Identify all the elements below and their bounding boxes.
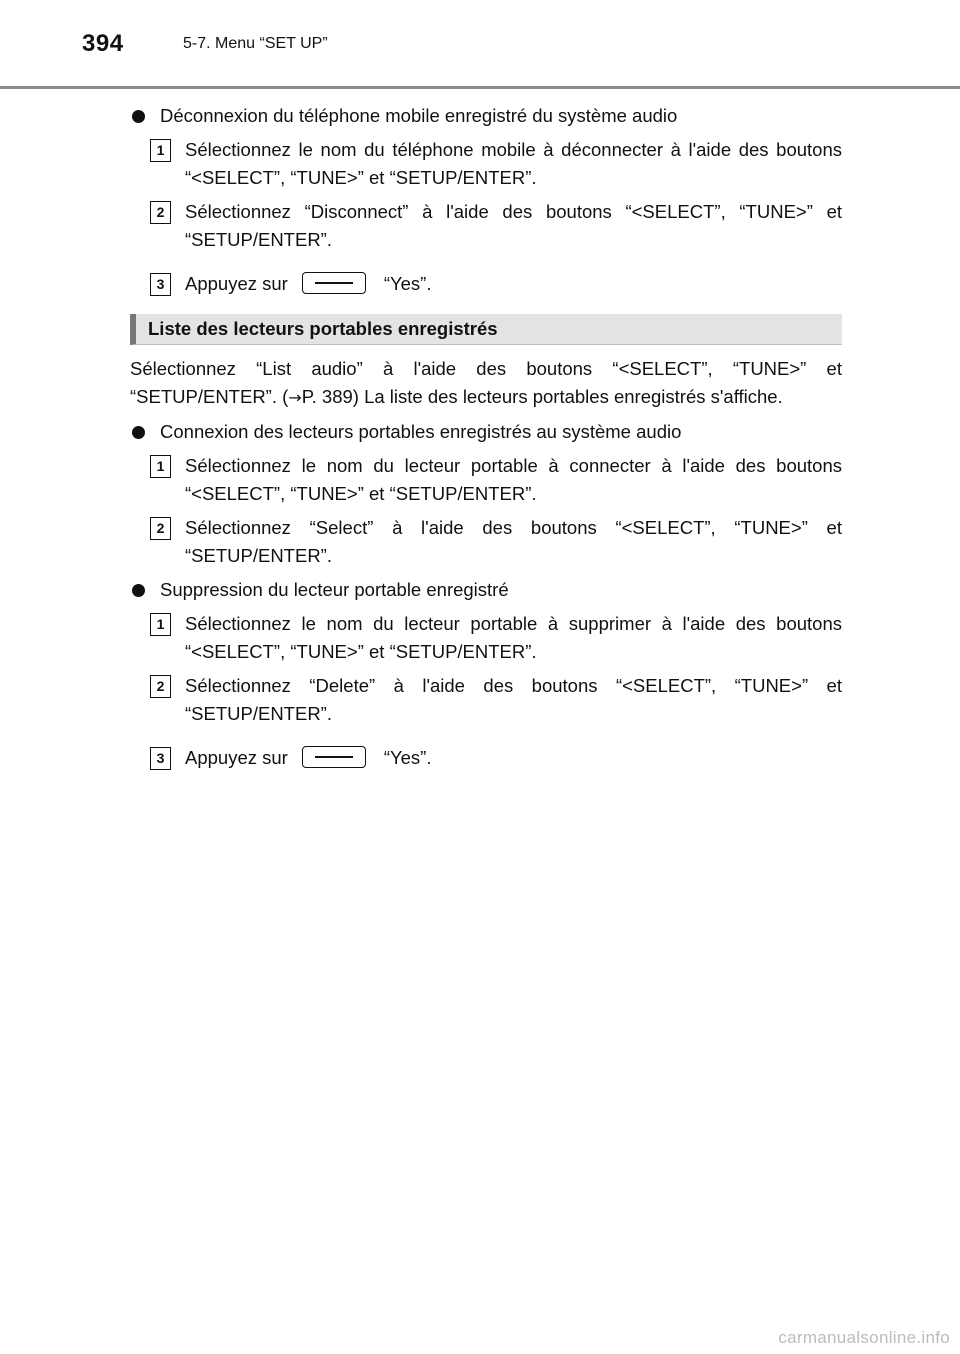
- step-text: Sélectionnez le nom du lecteur portable à supprimer à l'aide des boutons “<SELECT”, “TUNE>” et “SETUP/ENTER”.: [185, 613, 842, 662]
- section-title: 5-7. Menu “SET UP”: [183, 35, 328, 52]
- page-number: 394: [82, 30, 124, 57]
- step-text: Sélectionnez “Select” à l'aide des boutons “<SELECT”, “TUNE>” et “SETUP/ENTER”.: [185, 517, 842, 566]
- bullet-dot-icon: [132, 110, 145, 123]
- header-rule: [0, 86, 960, 89]
- step-number-badge: 2: [150, 517, 171, 540]
- bullet-dot-icon: [132, 584, 145, 597]
- intro-text-after: P. 389) La liste des lecteurs portables enregistrés s'affiche.: [301, 386, 783, 407]
- bullet-text: Connexion des lecteurs portables enregistrés au système audio: [160, 421, 682, 442]
- step-text: Sélectionnez le nom du lecteur portable à connecter à l'aide des boutons “<SELECT”, “TUNE>” et “SETUP/ENTER”.: [185, 455, 842, 504]
- step-text-after: “Yes”.: [383, 747, 432, 768]
- intro-paragraph: [130, 355, 842, 412]
- watermark: carmanualsonline.info: [778, 1328, 950, 1347]
- bullet-connect-player: [130, 418, 842, 446]
- step-1: [130, 452, 842, 508]
- arrow-right-icon: →: [288, 388, 302, 407]
- bullet-text: Déconnexion du téléphone mobile enregistré du système audio: [160, 105, 678, 126]
- step-text-before: Appuyez sur: [185, 747, 288, 768]
- section-heading: Liste des lecteurs portables enregistrés: [130, 314, 842, 345]
- step-text-after: “Yes”.: [383, 273, 432, 294]
- page-header: [0, 0, 960, 96]
- bullet-dot-icon: [132, 426, 145, 439]
- bullet-disconnect-phone: [130, 102, 842, 130]
- step-2: [130, 514, 842, 570]
- step-number-badge: 2: [150, 675, 171, 698]
- page-content: [130, 96, 842, 772]
- seek-button-icon: [302, 746, 366, 768]
- step-number-badge: 3: [150, 273, 171, 296]
- step-3: [130, 270, 842, 298]
- step-1: [130, 610, 842, 666]
- step-number-badge: 1: [150, 613, 171, 636]
- step-text: Sélectionnez le nom du téléphone mobile à déconnecter à l'aide des boutons “<SELECT”, “TUNE>” et “SETUP/ENTER”.: [185, 139, 842, 188]
- step-number-badge: 1: [150, 139, 171, 162]
- step-1: [130, 136, 842, 192]
- seek-button-icon: [302, 272, 366, 294]
- step-text: Sélectionnez “Delete” à l'aide des boutons “<SELECT”, “TUNE>” et “SETUP/ENTER”.: [185, 675, 842, 724]
- step-text: Sélectionnez “Disconnect” à l'aide des boutons “<SELECT”, “TUNE>” et “SETUP/ENTER”.: [185, 201, 842, 250]
- step-number-badge: 2: [150, 201, 171, 224]
- step-2: [130, 672, 842, 728]
- bullet-delete-player: [130, 576, 842, 604]
- step-2: [130, 198, 842, 254]
- step-3: [130, 744, 842, 772]
- bullet-text: Suppression du lecteur portable enregistré: [160, 579, 509, 600]
- step-text-before: Appuyez sur: [185, 273, 288, 294]
- step-number-badge: 3: [150, 747, 171, 770]
- intro-text: Sélectionnez “List audio” à l'aide des boutons “<SELECT”, “TUNE>” et “SETUP/ENTER”. (: [130, 358, 842, 407]
- step-number-badge: 1: [150, 455, 171, 478]
